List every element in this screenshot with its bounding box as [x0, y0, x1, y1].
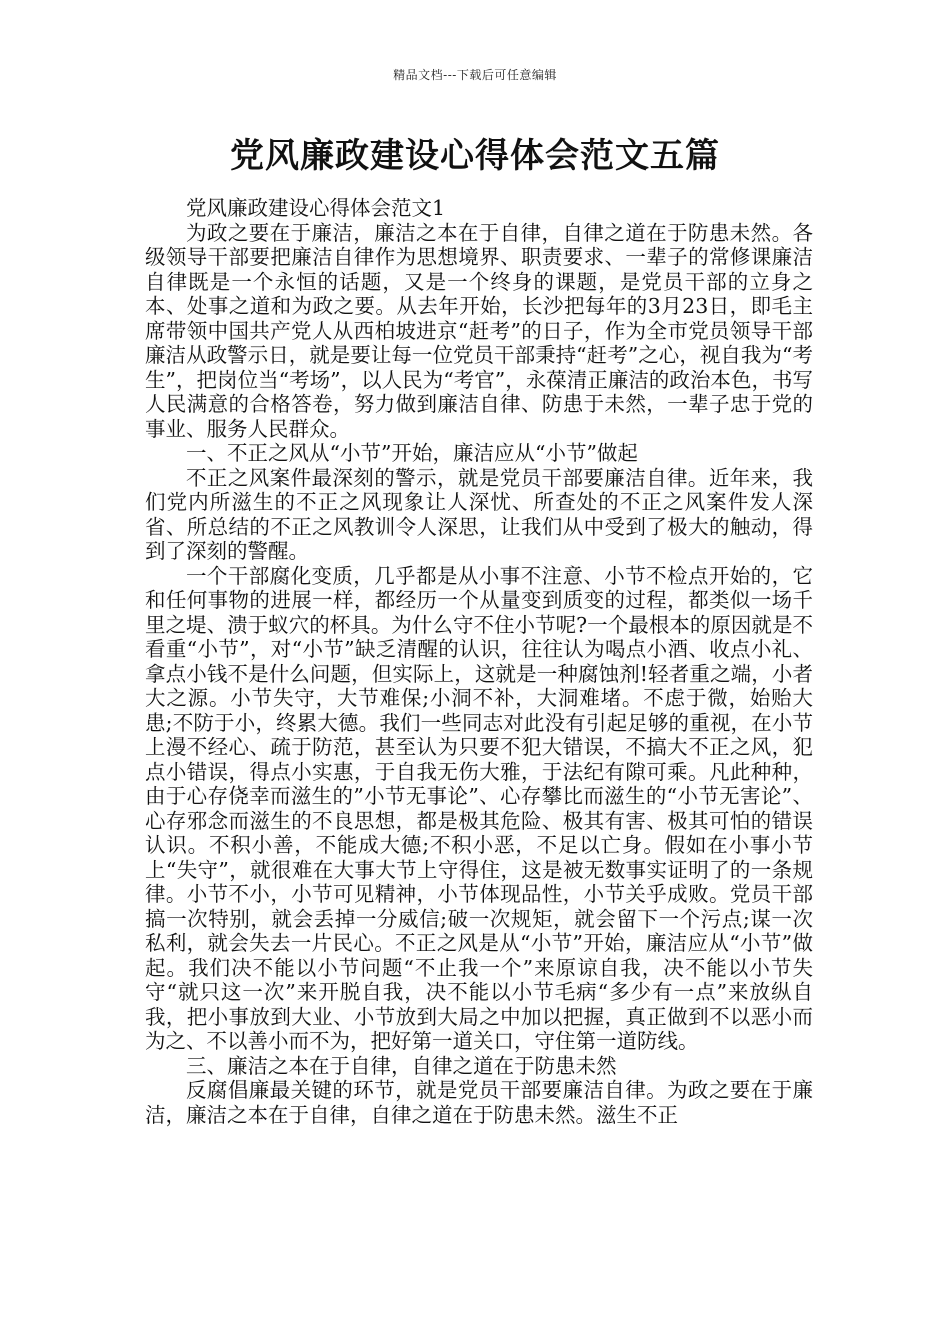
body-paragraph: 不正之风案件最深刻的警示，就是党员干部要廉洁自律。近年来，我们党内所滋生的不正之风现象让人深忧、所查处的不正之风案件发人深省、所总结的不正之风教训令人深思，让我们从中受到了极大的触动，得到了深刻的警醒。: [145, 465, 813, 563]
body-paragraph: 反腐倡廉最关键的环节，就是党员干部要廉洁自律。为政之要在于廉洁，廉洁之本在于自律，自律之道在于防患未然。滋生不正: [145, 1078, 813, 1127]
section-heading-1: 一、不正之风从“小节”开始，廉洁应从“小节”做起: [186, 441, 638, 465]
body-paragraph: 一个干部腐化变质，几乎都是从小事不注意、小节不检点开始的，它和任何事物的进展一样，都经历一个从量变到质变的过程，都类似一场千里之堤、溃于蚁穴的杯具。为什么守不住小节呢?一个最根本的原因就是不看重“小节”，对“小节”缺乏清醒的认识，往往认为喝点小酒、收点小礼、拿点小钱不是什么问题，但实际上，这就是一种腐蚀剂!轻者重之端，小者大之源。小节失守，大节难保;小洞不补，大洞难堵。不虑于微，始贻大患;不防于小，终累大德。我们一些同志对此没有引起足够的重视，在小节上漫不经心、疏于防范，甚至认为只要不犯大错误，不搞大不正之风，犯点小错误，得点小实惠，于自我无伤大雅，于法纪有隙可乘。凡此种种，由于心存侥幸而滋生的”小节无事论”、心存攀比而滋生的“小节无害论”、心存邪念而滋生的不良思想，都是极其危险、极其有害、极其可怕的错误认识。不积小善，不能成大德;不积小恶，不足以亡身。假如在小事小节上“失守”，就很难在大事大节上守得住，这是被无数事实证明了的一条规律。小节不小，小节可见精神，小节体现品性，小节关乎成败。党员干部搞一次特别，就会丢掉一分威信;破一次规矩，就会留下一个污点;谋一次私利，就会失去一片民心。不正之风是从“小节”开始，廉洁应从“小节”做起。我们决不能以小节问题“不止我一个”来原谅自我，决不能以小节失守“就只这一次”来开脱自我，决不能以小节毛病“多少有一点”来放纵自我，把小事放到大业、小节放到大局之中加以把握，真正做到不以恶小而为之、不以善小而不为，把好第一道关口，守住第一道防线。: [145, 563, 813, 1053]
section-heading-3: 三、廉洁之本在于自律，自律之道在于防患未然: [186, 1053, 617, 1078]
document-title: 党风廉政建设心得体会范文五篇: [230, 136, 720, 176]
section-heading-article-1: 党风廉政建设心得体会范文1: [186, 196, 446, 220]
document-body: [145, 196, 813, 1127]
body-paragraph: 为政之要在于廉洁，廉洁之本在于自律，自律之道在于防患未然。各级领导干部要把廉洁自律作为思想境界、职责要求、一辈子的常修课廉洁自律既是一个永恒的话题，又是一个终身的课题，是党员干部的立身之本、处事之道和为政之要。从去年开始，长沙把每年的3月23日，即毛主席带领中国共产党人从西柏坡进京“赶考”的日子，作为全市党员领导干部廉洁从政警示日，就是要让每一位党员干部秉持“赶考”之心，视自我为“考生”，把岗位当“考场”，以人民为“考官”，永葆清正廉洁的政治本色，书写人民满意的合格答卷，努力做到廉洁自律、防患于未然，一辈子忠于党的事业、服务人民群众。: [145, 220, 813, 441]
page-header: 精品文档---下载后可任意编辑: [393, 68, 557, 82]
